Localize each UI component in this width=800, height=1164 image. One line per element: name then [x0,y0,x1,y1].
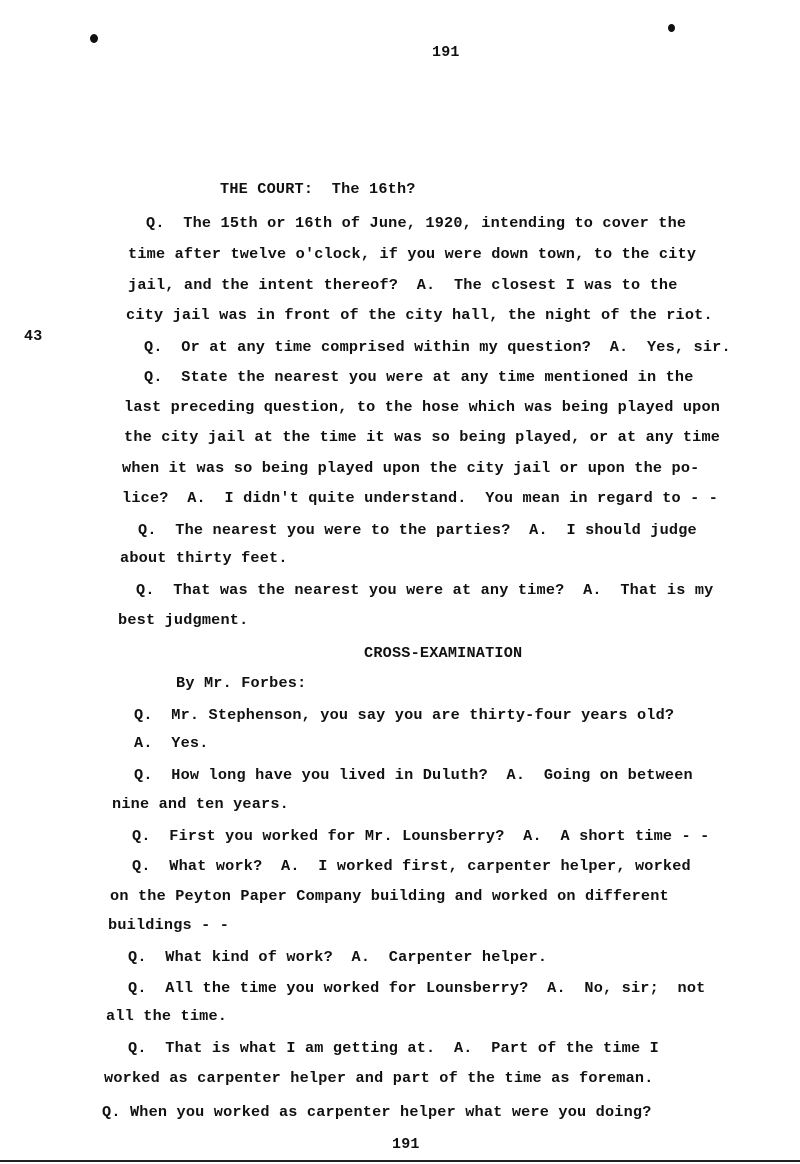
margin-number: 43 [24,328,43,345]
page-number-bottom: 191 [392,1136,420,1153]
transcript-line: Q. State the nearest you were at any time mentioned in the [144,368,694,386]
transcript-line: Q. How long have you lived in Duluth? A. Going on between [134,766,693,784]
transcript-line: Q. Or at any time comprised within my question? A. Yes, sir. [144,338,731,356]
transcript-line: CROSS-EXAMINATION [364,644,523,662]
scan-mark-right [668,24,675,32]
page-number-top: 191 [432,44,460,61]
transcript-line: time after twelve o'clock, if you were down town, to the city [128,245,697,263]
scan-mark-left [90,34,98,43]
transcript-line: when it was so being played upon the city jail or upon the po- [122,459,700,477]
transcript-line: nine and ten years. [112,795,289,813]
bottom-rule [0,1160,800,1162]
transcript-line: Q. The nearest you were to the parties? A. I should judge [138,521,697,539]
transcript-line: lice? A. I didn't quite understand. You mean in regard to - - [122,489,719,507]
transcript-line: Q. When you worked as carpenter helper what were you doing? [102,1103,652,1121]
transcript-line: the city jail at the time it was so being played, or at any time [124,428,721,446]
transcript-line: Q. That is what I am getting at. A. Part of the time I [128,1039,659,1057]
transcript-line: all the time. [106,1007,228,1025]
transcript-line: buildings - - [108,916,230,934]
transcript-line: last preceding question, to the hose which was being played upon [124,398,721,416]
transcript-line: THE COURT: The 16th? [220,180,416,198]
transcript-line: Q. The 15th or 16th of June, 1920, intending to cover the [146,214,687,232]
transcript-line: city jail was in front of the city hall, the night of the riot. [126,306,713,324]
transcript-line: Q. Mr. Stephenson, you say you are thirty-four years old? [134,706,675,724]
transcript-line: Q. What work? A. I worked first, carpenter helper, worked [132,857,691,875]
transcript-line: By Mr. Forbes: [176,674,307,692]
transcript-line: Q. That was the nearest you were at any time? A. That is my [136,581,714,599]
transcript-line: jail, and the intent thereof? A. The closest I was to the [128,276,678,294]
transcript-line: on the Peyton Paper Company building and worked on different [110,887,669,905]
transcript-line: about thirty feet. [120,549,288,567]
transcript-line: Q. What kind of work? A. Carpenter helper. [128,948,548,966]
transcript-line: A. Yes. [134,734,209,752]
transcript-line: Q. All the time you worked for Lounsberry? A. No, sir; not [128,979,706,997]
transcript-line: best judgment. [118,611,249,629]
transcript-line: worked as carpenter helper and part of the time as foreman. [104,1069,654,1087]
transcript-line: Q. First you worked for Mr. Lounsberry? A. A short time - - [132,827,710,845]
